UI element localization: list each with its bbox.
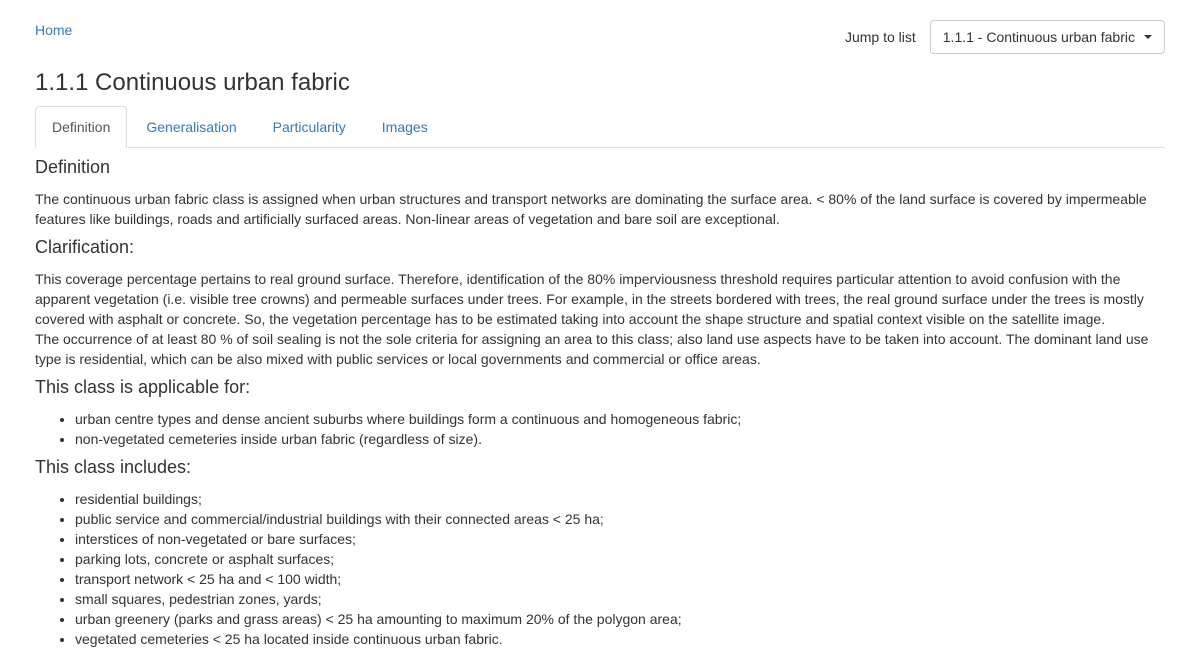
list-item: • urban centre types and dense ancient suburbs where buildings form a continuous and homogeneous fabric; <box>75 409 1165 429</box>
applicable-list <box>35 409 1165 449</box>
list-item: • residential buildings; <box>75 489 1165 509</box>
tab-images[interactable]: Images <box>381 119 428 135</box>
applicable-heading: This class is applicable for: <box>35 377 251 397</box>
list-item: • non-vegetated cemeteries inside urban fabric (regardless of size). <box>75 429 1165 449</box>
tab-bar <box>35 106 1165 148</box>
list-item: • transport network < 25 ha and < 100 width; <box>75 569 1165 589</box>
definition-text: The continuous urban fabric class is assigned when urban structures and transport networks are dominating the surface area. < 80% of the land surface is covered by impermeable features like buildings, roads and artificially surfaced areas. Non-linear areas of vegetation and bare soil are exceptional. <box>35 191 1147 227</box>
list-item: • public service and commercial/industrial buildings with their connected areas < 25 ha; <box>75 509 1165 529</box>
includes-list <box>35 489 1165 649</box>
list-item: • vegetated cemeteries < 25 ha located inside continuous urban fabric. <box>75 629 1165 649</box>
jump-to-list <box>845 20 1165 54</box>
breadcrumb-home-link[interactable]: Home <box>35 22 73 38</box>
jump-label: Jump to list <box>844 29 916 45</box>
clarification-heading: Clarification: <box>35 237 135 257</box>
jump-to-list-dropdown[interactable] <box>930 20 1165 54</box>
definition-heading: Definition <box>35 157 111 177</box>
includes-heading: This class includes: <box>35 457 192 477</box>
clarification-text-2: The occurrence of at least 80 % of soil sealing is not the sole criteria for assigning an area to this class; also land use aspects have to be taken into account. The dominant land use type is residential, which can be also mixed with public services or local governments and commercial or office areas. <box>35 331 1149 367</box>
list-item: • small squares, pedestrian zones, yards; <box>75 589 1165 609</box>
list-item: • parking lots, concrete or asphalt surfaces; <box>75 549 1165 569</box>
tab-definition[interactable]: Definition <box>35 106 127 148</box>
tab-content <box>35 155 1165 655</box>
tab-generalisation[interactable]: Generalisation <box>146 119 237 135</box>
tab-particularity[interactable]: Particularity <box>272 119 346 135</box>
jump-selected-value: 1.1.1 - Continuous urban fabric <box>942 29 1135 45</box>
caret-down-icon <box>1144 35 1152 39</box>
list-item: • urban greenery (parks and grass areas) < 25 ha amounting to maximum 20% of the polygon area; <box>75 609 1165 629</box>
clarification-text-1: This coverage percentage pertains to real ground surface. Therefore, identification of the 80% imperviousness threshold requires particular attention to avoid confusion with the apparent vegetation (i.e. visible tree crowns) and permeable surfaces under trees. For example, in the streets bordered with trees, the real ground surface under the trees is mostly covered with asphalt or concrete. So, the vegetation percentage has to be estimated taking into account the shape structure and spatial context visible on the satellite image. <box>35 271 1144 327</box>
list-item: • interstices of non-vegetated or bare surfaces; <box>75 529 1165 549</box>
page-title: 1.1.1 Continuous urban fabric <box>35 69 350 96</box>
